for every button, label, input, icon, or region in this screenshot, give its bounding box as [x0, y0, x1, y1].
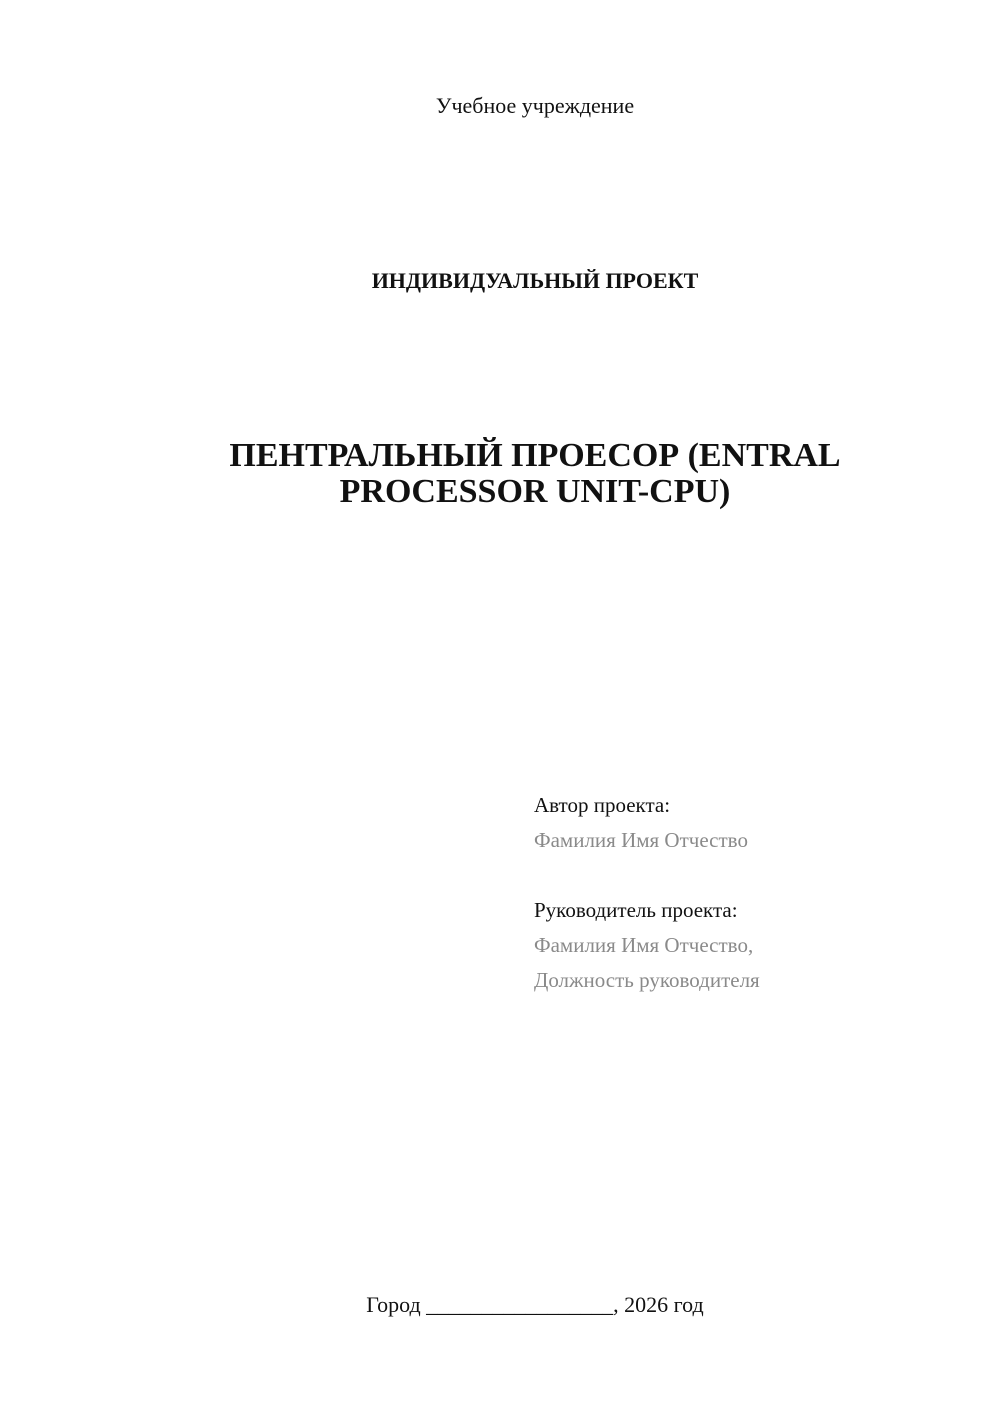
supervisor-position: Должность руководителя [534, 968, 760, 992]
project-title [0, 438, 1000, 510]
project-title-line-2: PROCESSOR UNIT-CPU) [339, 473, 731, 510]
author-name: Фамилия Имя Отчество [534, 828, 748, 852]
project-type-heading: ИНДИВИДУАЛЬНЫЙ ПРОЕКТ [371, 268, 699, 293]
project-info-block [534, 788, 974, 998]
city-year-footer: Город _________________, 2026 год [366, 1292, 704, 1317]
supervisor-label: Руководитель проекта: [534, 898, 738, 922]
institution-name: Учебное учреждение [435, 93, 635, 118]
author-label: Автор проекта: [534, 793, 671, 817]
supervisor-name: Фамилия Имя Отчество, [534, 933, 754, 957]
project-title-line-1: ПЕНТРАЛЬНЫЙ ПРОЕСОР (ENTRAL [229, 437, 841, 474]
info-spacer [534, 858, 974, 893]
